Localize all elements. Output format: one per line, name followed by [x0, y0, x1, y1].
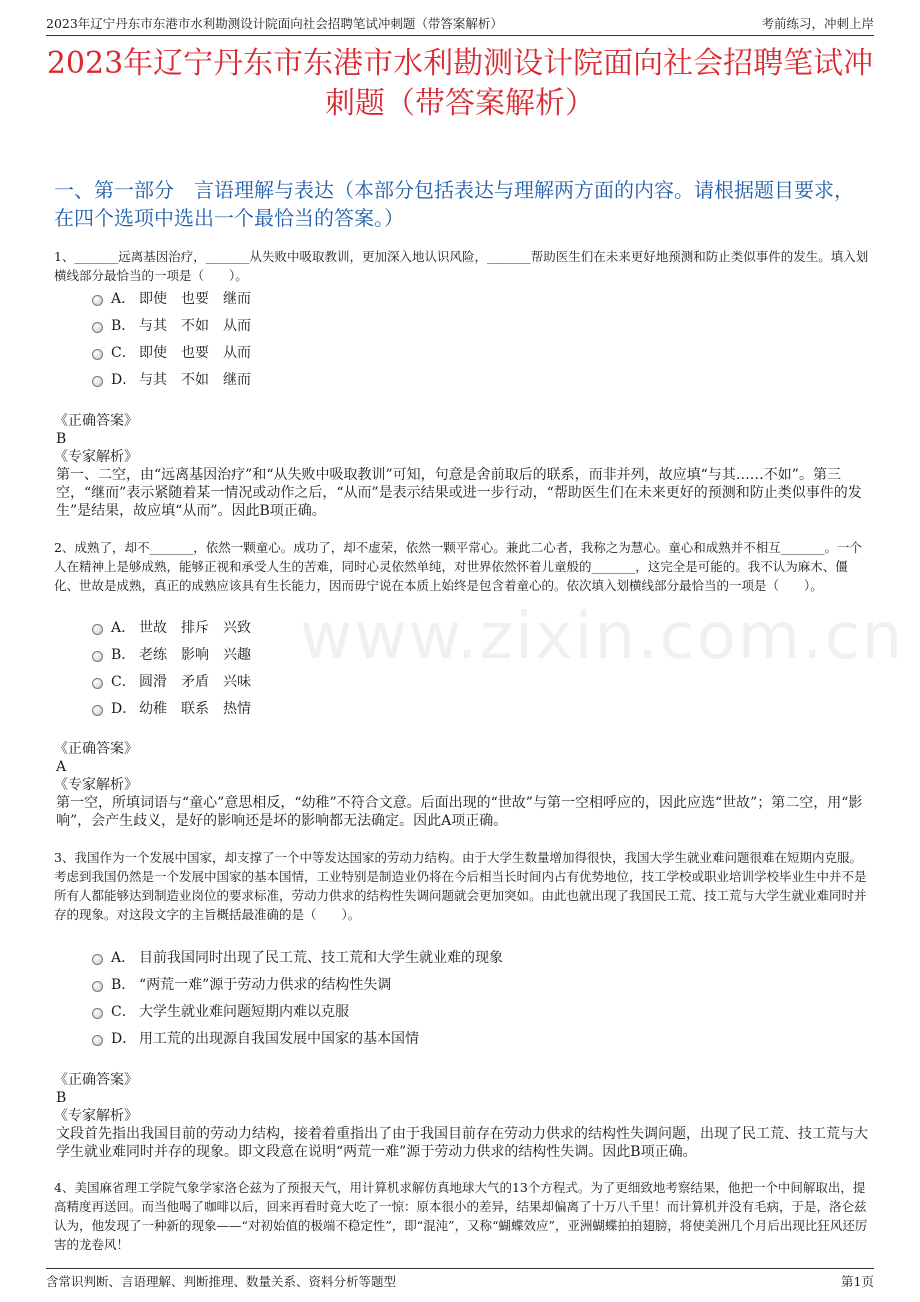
section-heading: 一、第一部分 言语理解与表达（本部分包括表达与理解两方面的内容。请根据题目要求，在四个选项中选出一个最恰当的答案。） — [54, 178, 854, 230]
answer-value: B — [56, 431, 67, 447]
option-a[interactable]: A． 即使 也要 继而 — [92, 284, 251, 311]
radio-button[interactable] — [92, 624, 103, 635]
radio-button[interactable] — [92, 376, 103, 387]
option-b[interactable]: B． “两荒一难”源于劳动力供求的结构性失调 — [92, 970, 503, 997]
radio-button[interactable] — [92, 322, 103, 333]
page-header — [46, 10, 874, 36]
option-d[interactable]: D． 用工荒的出现源自我国发展中国家的基本国情 — [92, 1024, 503, 1051]
option-d[interactable]: D． 幼稚 联系 热情 — [92, 694, 251, 721]
option-c[interactable]: C． 即使 也要 从而 — [92, 338, 251, 365]
header-doc-title: 2023年辽宁丹东市东港市水利勘测设计院面向社会招聘笔试冲刺题（带答案解析） — [46, 16, 503, 31]
option-c[interactable]: C． 圆滑 矛盾 兴味 — [92, 667, 251, 694]
document-title: 2023年辽宁丹东市东港市水利勘测设计院面向社会招聘笔试冲刺题（带答案解析） — [46, 46, 874, 121]
radio-button[interactable] — [92, 651, 103, 662]
question-3-answer-block — [54, 1071, 870, 1161]
radio-button[interactable] — [92, 295, 103, 306]
radio-button[interactable] — [92, 1008, 103, 1019]
option-a[interactable]: A． 世故 排斥 兴致 — [92, 613, 251, 640]
question-3-options — [92, 943, 503, 1051]
watermark: www.zixin.com.cn — [300, 600, 905, 674]
radio-button[interactable] — [92, 981, 103, 992]
header-slogan: 考前练习，冲刺上岸 — [761, 16, 874, 31]
radio-button[interactable] — [92, 349, 103, 360]
question-1-answer-block — [54, 412, 870, 520]
question-2-options — [92, 613, 251, 721]
question-2-stem: 2、成熟了，却不_______，依然一颗童心。成功了，却不虚荣，依然一颗平常心。兼此二心者，我称之为慧心。童心和成熟并不相互_______。一个人在精神上是够成熟，能够正视和承受人生的苦难，同时心灵依然单纯，对世界依然怀着儿童般的_______，这完全是可能的。我不认为麻木、僵化、世故是成熟，真正的成熟应该具有生长能力，因而毋宁说在本质上始终是包含着童心的。依次填入划横线部分最恰当的一项是（ ）。 — [54, 540, 862, 593]
question-3-stem: 3、我国作为一个发展中国家，却支撑了一个中等发达国家的劳动力结构。由于大学生数量增加得很快，我国大学生就业难问题很难在短期内克服。考虑到我国仍然是一个发展中国家的基本国情，工业特别是制造业仍将在今后相当长时间内占有优势地位，技工学校或职业培训学校毕业生中并不是所有人都能够达到制造业岗位的要求标准，劳动力供求的结构性失调问题就会更加突如。由此也就出现了我国民工荒、技工荒与大学生就业难同时并存的现象。对这段文字的主旨概括最准确的是（ ）。 — [54, 850, 867, 922]
radio-button[interactable] — [92, 705, 103, 716]
question-2-answer-block — [54, 740, 870, 830]
answer-label: 《正确答案》 — [54, 741, 138, 757]
analysis-text: 第一、二空，由“远离基因治疗”和“从失败中吸取教训”可知，句意是舍前取后的联系，而非并列，故应填“与其……不如”。第三空，“继而”表示紧随着某一情况或动作之后，“从而”是表示结果或进一步行动，“帮助医生们在未来更好的预测和防止类似事件的发生”是结果，故应填“从而”。因此B项正确。 — [56, 467, 862, 519]
radio-button[interactable] — [92, 954, 103, 965]
answer-label: 《正确答案》 — [54, 1072, 138, 1088]
option-b[interactable]: B． 老练 影响 兴趣 — [92, 640, 251, 667]
question-1-options — [92, 284, 251, 392]
analysis-label: 《专家解析》 — [54, 1108, 138, 1124]
radio-button[interactable] — [92, 1035, 103, 1046]
analysis-text: 第一空，所填词语与“童心”意思相反，“幼稚”不符合文意。后面出现的“世故”与第一空相呼应的，因此应选“世故”；第二空，用“影响”，会产生歧义，是好的影响还是坏的影响都无法确定。因此A项正确。 — [56, 795, 863, 829]
page-number: 第1页 — [841, 1274, 874, 1289]
page-footer — [46, 1268, 874, 1292]
analysis-label: 《专家解析》 — [54, 777, 138, 793]
option-c[interactable]: C． 大学生就业难问题短期内难以克服 — [92, 997, 503, 1024]
option-b[interactable]: B． 与其 不如 从而 — [92, 311, 251, 338]
question-4-stem: 4、美国麻省理工学院气象学家洛仑兹为了预报天气，用计算机求解仿真地球大气的13个方程式。为了更细致地考察结果，他把一个中间解取出，提高精度再送回。而当他喝了咖啡以后，回来再看时竟大吃了一惊：原本很小的差异，结果却偏离了十万八千里！而计算机并没有毛病，于是，洛仑兹认为，他发现了一种新的现象——“对初始值的极端不稳定性”，即“混沌”，又称“蝴蝶效应”，亚洲蝴蝶拍拍翅膀，将使美洲几个月后出现比狂风还厉害的龙卷风！ — [54, 1180, 868, 1252]
footer-question-types: 含常识判断、言语理解、判断推理、数量关系、资料分析等题型 — [46, 1274, 397, 1289]
option-a[interactable]: A． 目前我国同时出现了民工荒、技工荒和大学生就业难的现象 — [92, 943, 503, 970]
question-1-stem: 1、_______远离基因治疗，_______从失败中吸取教训，更加深入地认识风险，_______帮助医生们在未来更好地预测和防止类似事件的发生。填入划横线部分最恰当的一项是（ ）。 — [54, 249, 869, 283]
answer-value: A — [56, 759, 67, 775]
answer-value: B — [56, 1090, 67, 1106]
analysis-text: 文段首先指出我国目前的劳动力结构，接着着重指出了由于我国目前存在劳动力供求的结构性失调问题，出现了民工荒、技工荒与大学生就业难同时并存的现象。即文段意在说明“两荒一难”源于劳动力供求的结构性失调。因此B项正确。 — [56, 1126, 868, 1160]
option-d[interactable]: D． 与其 不如 继而 — [92, 365, 251, 392]
analysis-label: 《专家解析》 — [54, 449, 138, 465]
answer-label: 《正确答案》 — [54, 413, 138, 429]
radio-button[interactable] — [92, 678, 103, 689]
